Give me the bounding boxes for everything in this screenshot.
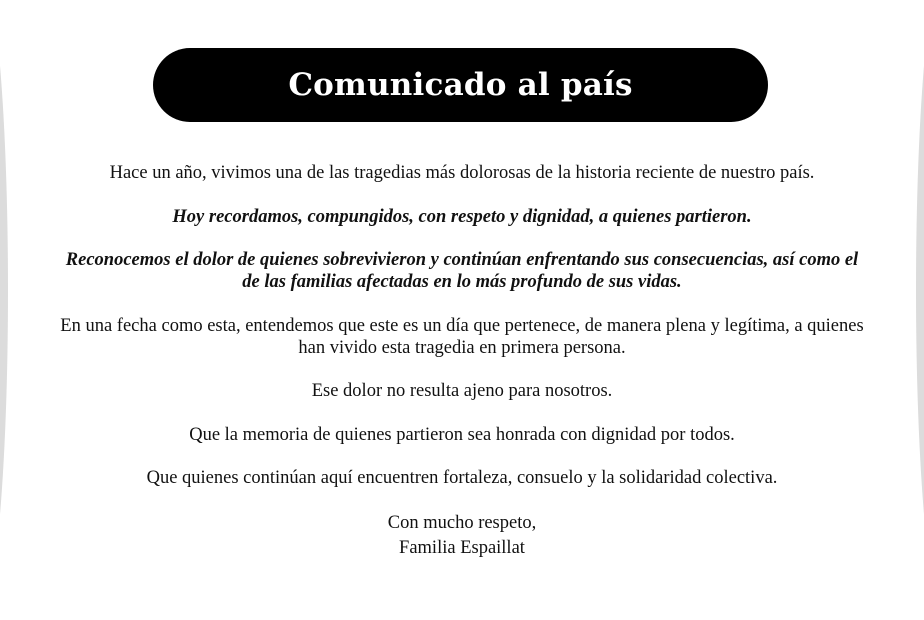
- paragraph-strength: Que quienes continúan aquí encuentren fortaleza, consuelo y la solidaridad colectiva.: [146, 468, 778, 488]
- paragraph-pain: Ese dolor no resulta ajeno para nosotros.: [311, 381, 613, 401]
- paragraph-recognition: Reconocemos el dolor de quienes sobrevivieron y continúan enfrentando sus consecuencias, así como el de las familias afectadas en lo más profundo de sus vidas.: [65, 250, 859, 292]
- paragraph-memory: Que la memoria de quienes partieron sea honrada con dignidad por todos.: [189, 424, 735, 445]
- paragraph-remembrance: Hoy recordamos, compungidos, con respeto y dignidad, a quienes partieron.: [172, 206, 752, 227]
- page-title: Comunicado al país: [288, 67, 633, 103]
- statement-body: [0, 162, 924, 561]
- paragraph-date: En una fecha como esta, entendemos que este es un día que pertenece, de manera plena y legítima, a quienes han vivido esta tragedia en primera persona.: [60, 315, 864, 358]
- title-banner: [153, 48, 768, 122]
- signature-name: Familia Espaillat: [399, 537, 525, 558]
- paragraph-intro: Hace un año, vivimos una de las tragedias más dolorosas de la historia reciente de nuestro país.: [109, 163, 815, 183]
- signature-block: [57, 511, 867, 561]
- signature-closing: Con mucho respeto,: [387, 512, 537, 533]
